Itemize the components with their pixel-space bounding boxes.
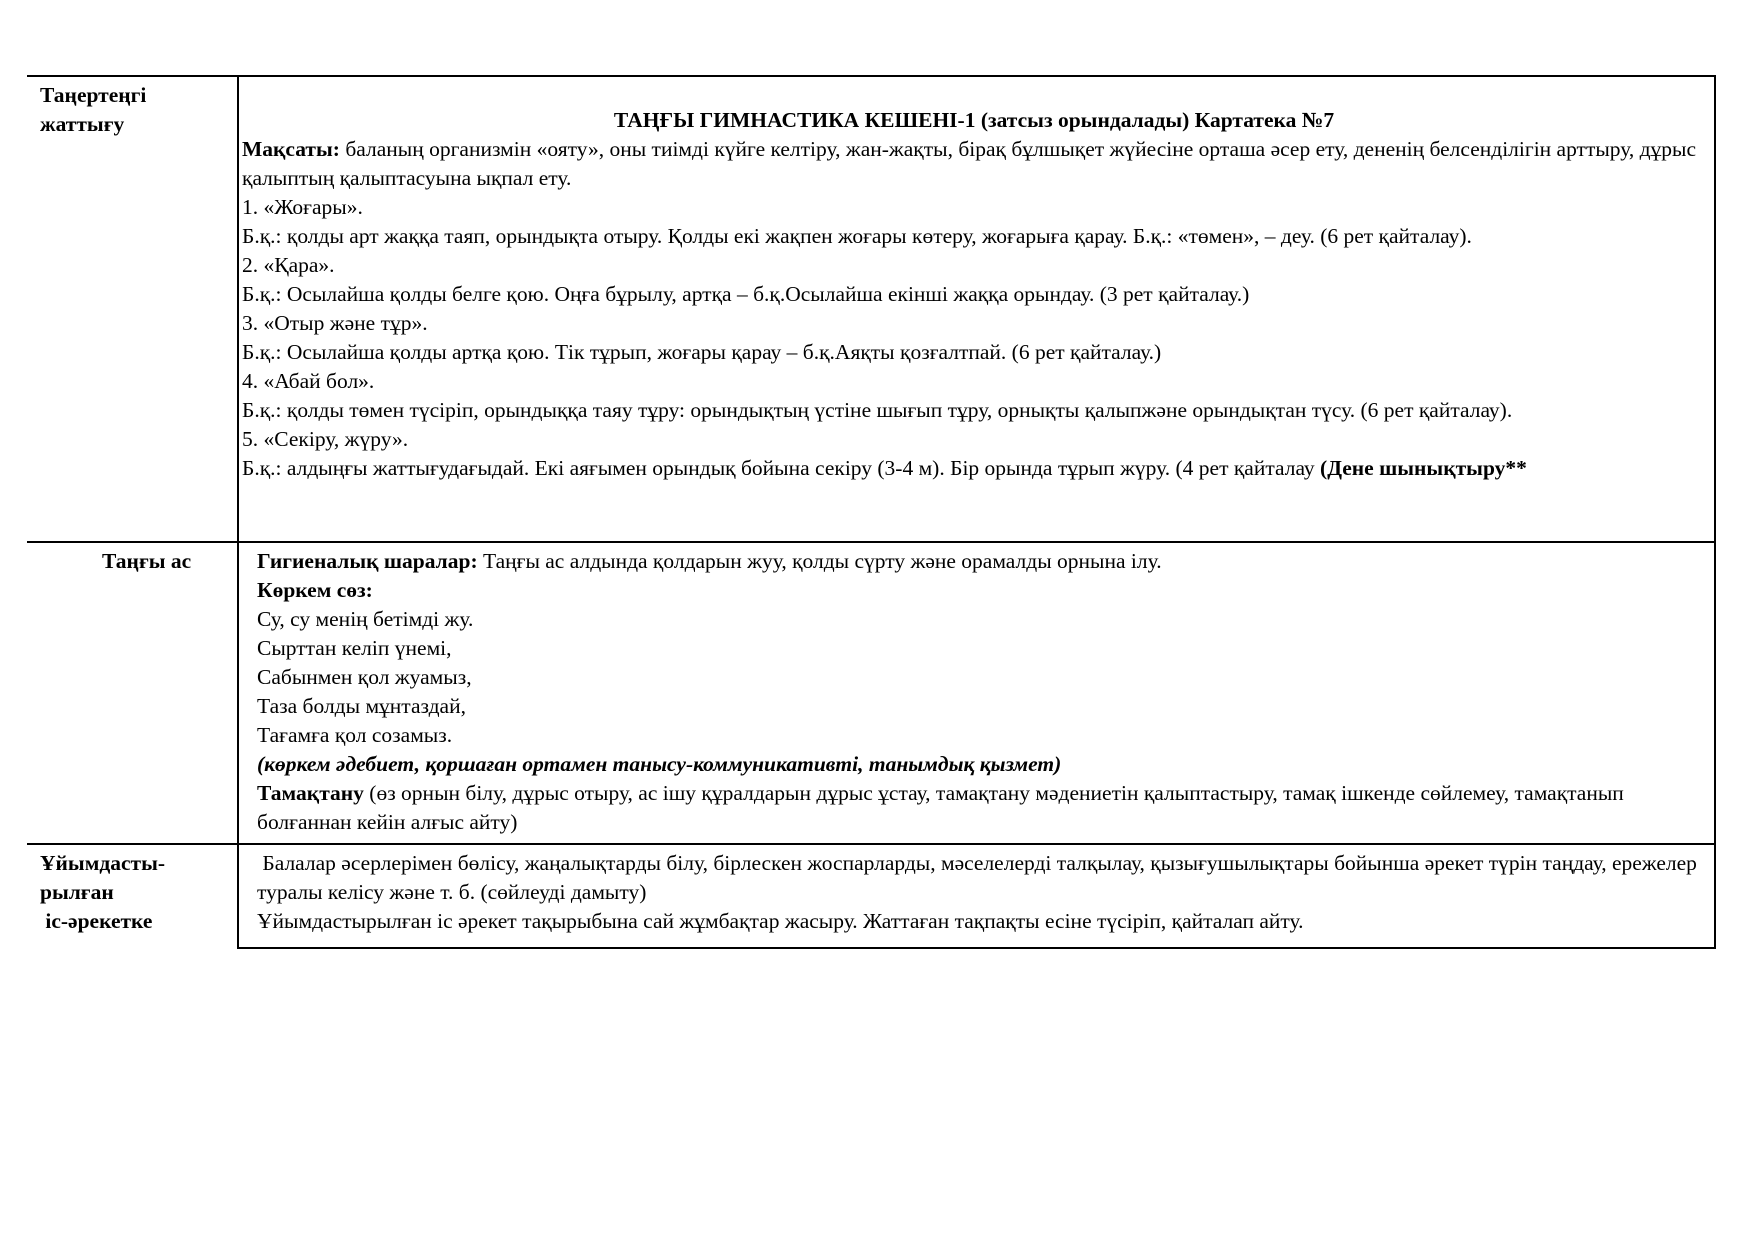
poem-line: Таза болды мұнтаздай,: [257, 694, 466, 718]
organized-activity-text-1: Балалар әсерлерімен бөлісу, жаңалықтарды білу, бірлескен жоспарларды, мәселелерді талқылау, қызығушылықтары бойынша әрекет түрін таңдау, ережелер туралы келісу және т. б. (сөйлеуді дамыту): [257, 851, 1703, 904]
row-label-organized-activity: Ұйымдасты- рылған іс-әрекетке: [27, 844, 238, 948]
activity-note: (көркем әдебиет, қоршаған ортамен танысу-коммуникативті, танымдық қызмет): [257, 752, 1062, 776]
exercise-1-text: Б.қ.: қолды арт жаққа таяп, орындықта отыру. Қолды екі жақпен жоғары көтеру, жоғарыға қарау. Б.қ.: «төмен», – деу. (6 рет қайталау).: [242, 224, 1472, 248]
table-row-organized-activity: [27, 844, 1715, 948]
exercise-3-title: 3. «Отыр және тұр».: [242, 311, 428, 335]
row-content-breakfast: [238, 542, 1715, 844]
goal-paragraph: Мақсаты: баланың организмін «ояту», оны тиімді күйге келтіру, жан-жақты, бірақ бұлшықет жүйесіне орташа әсер ету, дененің белсенділігін арттыру, дұрыс қалыптың қалыптасуына ықпал ету.: [242, 137, 1697, 190]
gymnastics-heading: ТАҢҒЫ ГИМНАСТИКА КЕШЕНІ-1 (затсыз орындалады) Картатека №7: [613, 108, 1335, 132]
table-row-breakfast: [27, 542, 1715, 844]
exercise-2-title: 2. «Қара».: [242, 253, 335, 277]
schedule-table: [27, 75, 1716, 949]
nutrition-paragraph: Тамақтану (өз орнын білу, дұрыс отыру, ас ішу құралдарын дұрыс ұстау, тамақтану мәдениетін қалыптастыру, тамақ ішкенде сөйлемеу, тамақтанып болғаннан кейін алғыс айту): [257, 781, 1624, 834]
row-label-breakfast: Таңғы ас: [27, 542, 238, 844]
exercise-5-text: Б.қ.: алдыңғы жаттығудағыдай. Екі аяғымен орындық бойына секіру (3-4 м). Бір орында тұрып жүру. (4 рет қайталау (Дене шынықтыру**: [242, 456, 1527, 480]
poem-line: Сырттан келіп үнемі,: [257, 636, 452, 660]
exercise-1-title: 1. «Жоғары».: [242, 195, 363, 219]
organized-activity-text-2: Ұйымдастырылған іс әрекет тақырыбына сай жұмбақтар жасыру. Жаттаған тақпақты есіне түсіріп, қайталап айту.: [257, 909, 1304, 933]
table-row-morning-exercise: [27, 76, 1715, 542]
row-label-morning-exercise: Таңертеңгі жаттығу: [27, 76, 238, 542]
poem-line: Тағамға қол созамыз.: [257, 723, 453, 747]
row-content-organized-activity: [238, 844, 1715, 948]
poem-line: Су, су менің бетімді жу.: [257, 607, 474, 631]
poem-line: Сабынмен қол жуамыз,: [257, 665, 472, 689]
exercise-2-text: Б.қ.: Осылайша қолды белге қою. Оңға бұрылу, артқа – б.қ.Осылайша екінші жаққа орындау. (3 рет қайталау.): [242, 282, 1250, 306]
exercise-4-text: Б.қ.: қолды төмен түсіріп, орындыққа таяу тұру: орындықтың үстіне шығып тұру, орнықты қалыпжәне орындықтан түсу. (6 рет қайталау).: [242, 398, 1513, 422]
row-content-morning-exercise: [238, 76, 1715, 542]
exercise-5-title: 5. «Секіру, жүру».: [242, 427, 409, 451]
art-word-label: Көркем сөз:: [257, 578, 373, 602]
exercise-4-title: 4. «Абай бол».: [242, 369, 375, 393]
exercise-3-text: Б.қ.: Осылайша қолды артқа қою. Тік тұрып, жоғары қарау – б.қ.Аяқты қозғалтпай. (6 рет қайталау.): [242, 340, 1162, 364]
hygiene-paragraph: Гигиеналық шаралар: Таңғы ас алдында қолдарын жуу, қолды сүрту және орамалды орнына ілу.: [257, 549, 1162, 573]
